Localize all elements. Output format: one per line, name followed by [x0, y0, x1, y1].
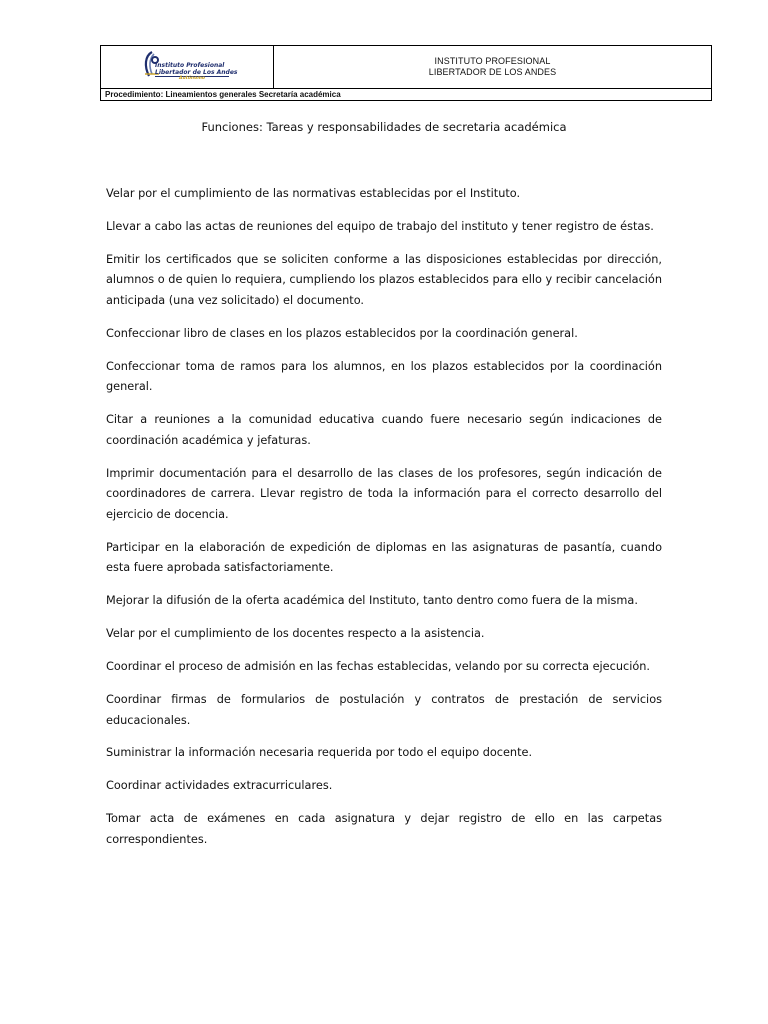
- function-paragraph: Confeccionar toma de ramos para los alumnos, en los plazos establecidos por la coordinación general.: [106, 359, 662, 394]
- document-title: Funciones: Tareas y responsabilidades de secretaria académica: [201, 120, 567, 134]
- functions-list: [106, 184, 662, 863]
- function-paragraph: Velar por el cumplimiento de las normativas establecidas por el Instituto.: [106, 187, 521, 200]
- logo-text-line1: Instituto Profesional: [155, 62, 225, 69]
- procedure-label: Procedimiento: Lineamientos generales Secretaría académica: [101, 89, 712, 101]
- function-paragraph: Participar en la elaboración de expedición de diplomas en las asignaturas de pasantía, cuando esta fuere aprobada satisfactoriamente.: [106, 540, 662, 575]
- function-paragraph: Citar a reuniones a la comunidad educativa cuando fuere necesario según indicaciones de coordinación académica y jefaturas.: [106, 413, 662, 447]
- institution-name-cell: [274, 46, 712, 89]
- function-paragraph: Imprimir documentación para el desarrollo de las clases de los profesores, según indicación de coordinadores de carrera. Llevar registro de toda la información para el correcto desarrollo del ejercicio de docencia.: [106, 466, 662, 521]
- function-paragraph: Coordinar firmas de formularios de postulación y contratos de prestación de servicios educacionales.: [106, 692, 662, 727]
- institution-name-line1: INSTITUTO PROFESIONAL: [434, 56, 551, 66]
- function-paragraph: Mejorar la difusión de la oferta académica del Instituto, tanto dentro como fuera de la misma.: [106, 594, 638, 608]
- institute-logo: [141, 50, 238, 86]
- logo-cell: [101, 46, 274, 89]
- function-paragraph: Emitir los certificados que se soliciten conforme a las disposiciones establecidas por dirección, alumnos o de quien lo requiera, cumpliendo los plazos establecidos para ello y recibir cancelación anticipada (una vez solicitado) el documento.: [106, 252, 662, 307]
- logo-text-line3: Autónomo: [179, 76, 206, 81]
- institution-name-line2: LIBERTADOR DE LOS ANDES: [428, 67, 557, 77]
- function-paragraph: Llevar a cabo las actas de reuniones del equipo de trabajo del instituto y tener registro de éstas.: [106, 219, 654, 233]
- function-paragraph: Confeccionar libro de clases en los plazos establecidos por la coordinación general.: [106, 326, 578, 340]
- function-paragraph: Coordinar el proceso de admisión en las fechas establecidas, velando por su correcta ejecución.: [106, 660, 650, 674]
- logo-text-line2: Libertador de Los Andes: [155, 69, 238, 76]
- document-header: [100, 45, 712, 101]
- function-paragraph: Velar por el cumplimiento de los docentes respecto a la asistencia.: [106, 627, 485, 641]
- function-paragraph: Suministrar la información necesaria requerida por todo el equipo docente.: [106, 746, 533, 760]
- function-paragraph: Coordinar actividades extracurriculares.: [106, 779, 333, 793]
- function-paragraph: Tomar acta de exámenes en cada asignatura y dejar registro de ello en las carpetas correspondientes.: [106, 812, 662, 846]
